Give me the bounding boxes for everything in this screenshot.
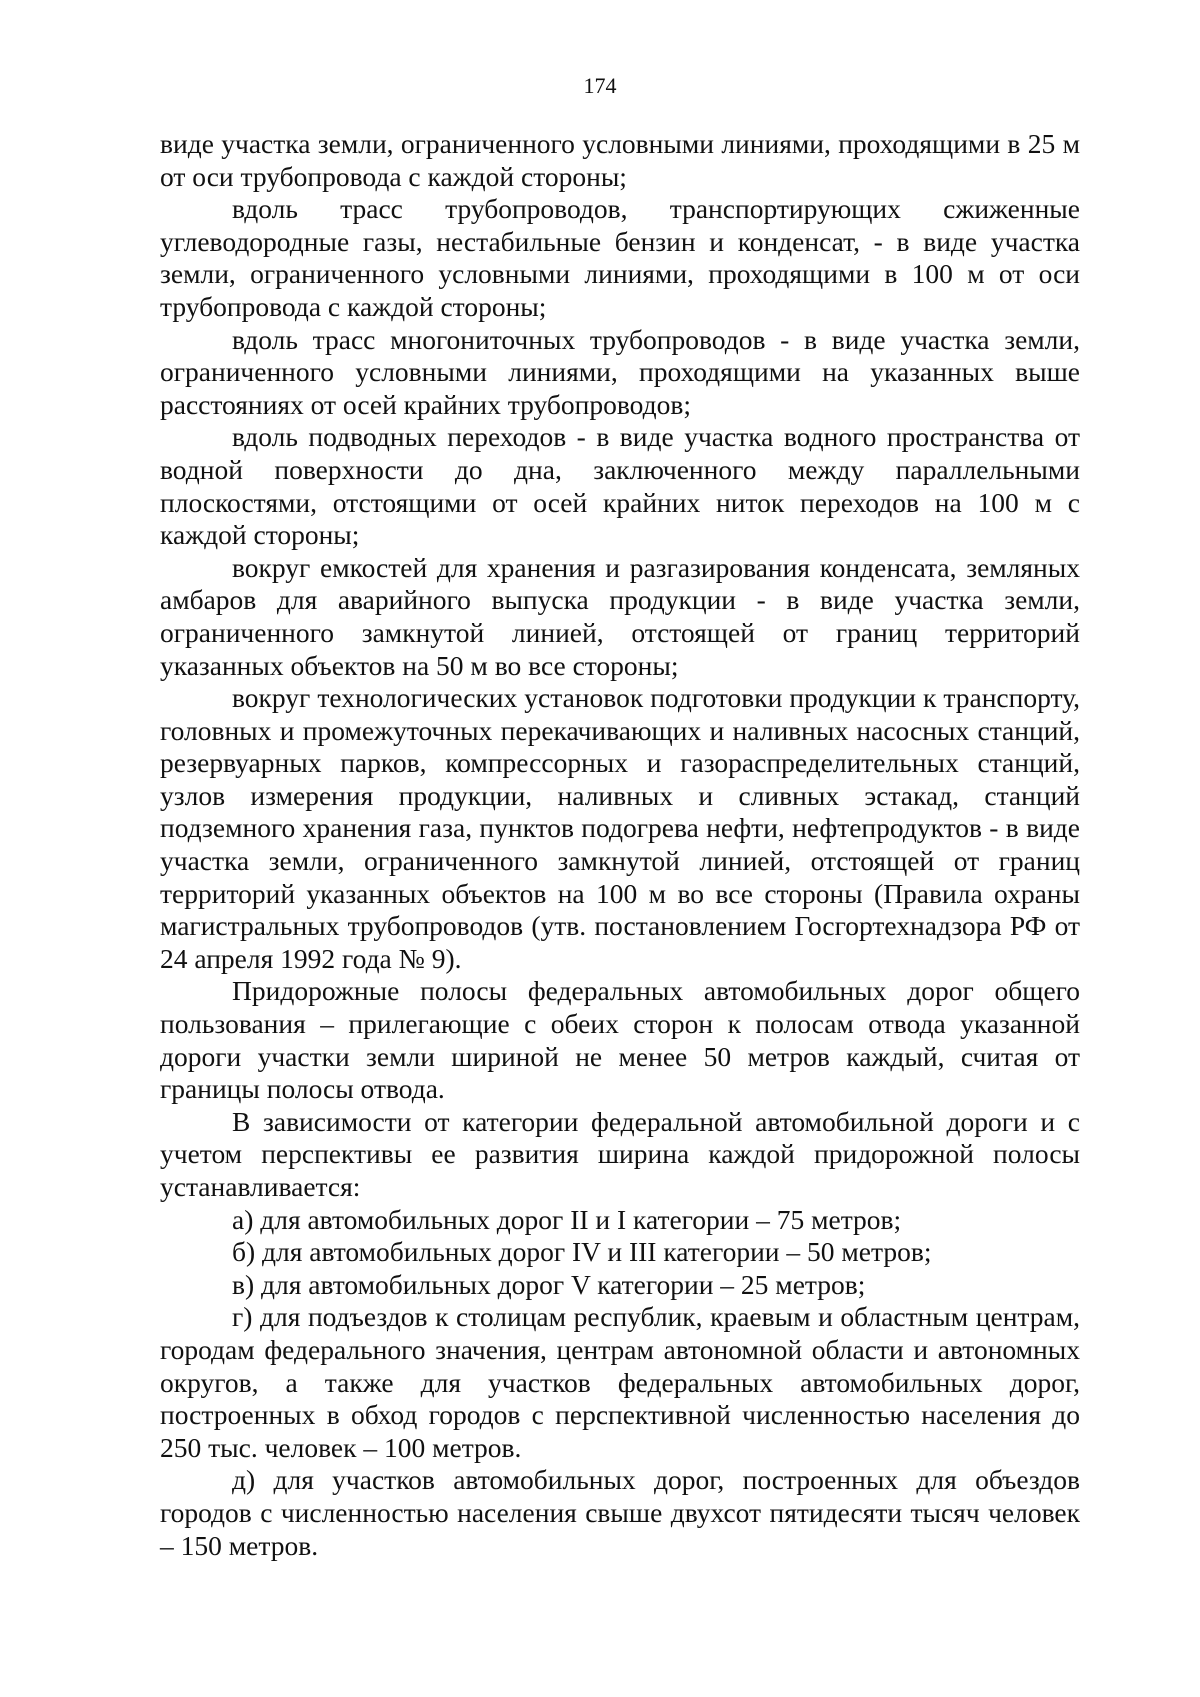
list-item-a: а) для автомобильных дорог II и I категории – 75 метров;	[232, 1203, 902, 1235]
list-item-b: б) для автомобильных дорог IV и III категории – 50 метров;	[232, 1236, 932, 1268]
paragraph-condensate-tanks: вокруг емкостей для хранения и разгазирования конденсата, земляных амбаров для аварийного выпуска продукции - в виде участка земли, ограниченного замкнутой линией, отстоящей от границ территорий указанных объектов на 50 м во все стороны;	[160, 551, 1080, 681]
paragraph-strip-width-intro: В зависимости от категории федеральной автомобильной дороги и с учетом перспективы ее развития ширина каждой придорожной полосы устанавливается:	[160, 1105, 1080, 1202]
paragraph-roadside-strips: Придорожные полосы федеральных автомобильных дорог общего пользования – прилегающие с обеих сторон к полосам отвода указанной дороги участки земли шириной не менее 50 метров каждый, считая от границы полосы отвода.	[160, 975, 1080, 1105]
page-number: 174	[583, 73, 617, 98]
list-item-v: в) для автомобильных дорог V категории – 25 метров;	[232, 1268, 866, 1300]
paragraph-multi-line-pipelines: вдоль трасс многониточных трубопроводов - в виде участка земли, ограниченного условными линиями, проходящими на указанных выше расстояниях от осей крайних трубопроводов;	[160, 323, 1080, 420]
paragraph-lpg-pipelines: вдоль трасс трубопроводов, транспортирующих сжиженные углеводородные газы, нестабильные бензин и конденсат, - в виде участка земли, ограниченного условными линиями, проходящими в 100 м от оси трубопровода с каждой стороны;	[160, 193, 1080, 322]
list-item-d: д) для участков автомобильных дорог, построенных для объездов городов с численностью населения свыше двухсот пятидесяти тысяч человек – 150 метров.	[160, 1464, 1080, 1561]
paragraph-continuation: виде участка земли, ограниченного условными линиями, проходящими в 25 м от оси трубопровода с каждой стороны;	[160, 128, 1080, 192]
document-body	[160, 128, 1080, 1562]
paragraph-underwater-crossings: вдоль подводных переходов - в виде участка водного пространства от водной поверхности до дна, заключенного между параллельными плоскостями, отстоящими от осей крайних ниток переходов на 100 м с каждой стороны;	[160, 421, 1080, 551]
paragraph-technological-installations: вокруг технологических установок подготовки продукции к транспорту, головных и промежуточных перекачивающих и наливных насосных станций, резервуарных парков, компрессорных и газораспределительных станций, узлов измерения продукции, наливных и сливных эстакад, станций подземного хранения газа, пунктов подогрева нефти, нефтепродуктов - в виде участка земли, ограниченного замкнутой линией, отстоящей от границ территорий указанных объектов на 100 м во все стороны (Правила охраны магистральных трубопроводов (утв. постановлением Госгортехнадзора РФ от 24 апреля 1992 года № 9).	[160, 682, 1080, 974]
list-item-g: г) для подъездов к столицам республик, краевым и областным центрам, городам федерального значения, центрам автономной области и автономных округов, а также для участков федеральных автомобильных дорог, построенных в обход городов с перспективной численностью населения до 250 тыс. человек – 100 метров.	[160, 1301, 1080, 1463]
